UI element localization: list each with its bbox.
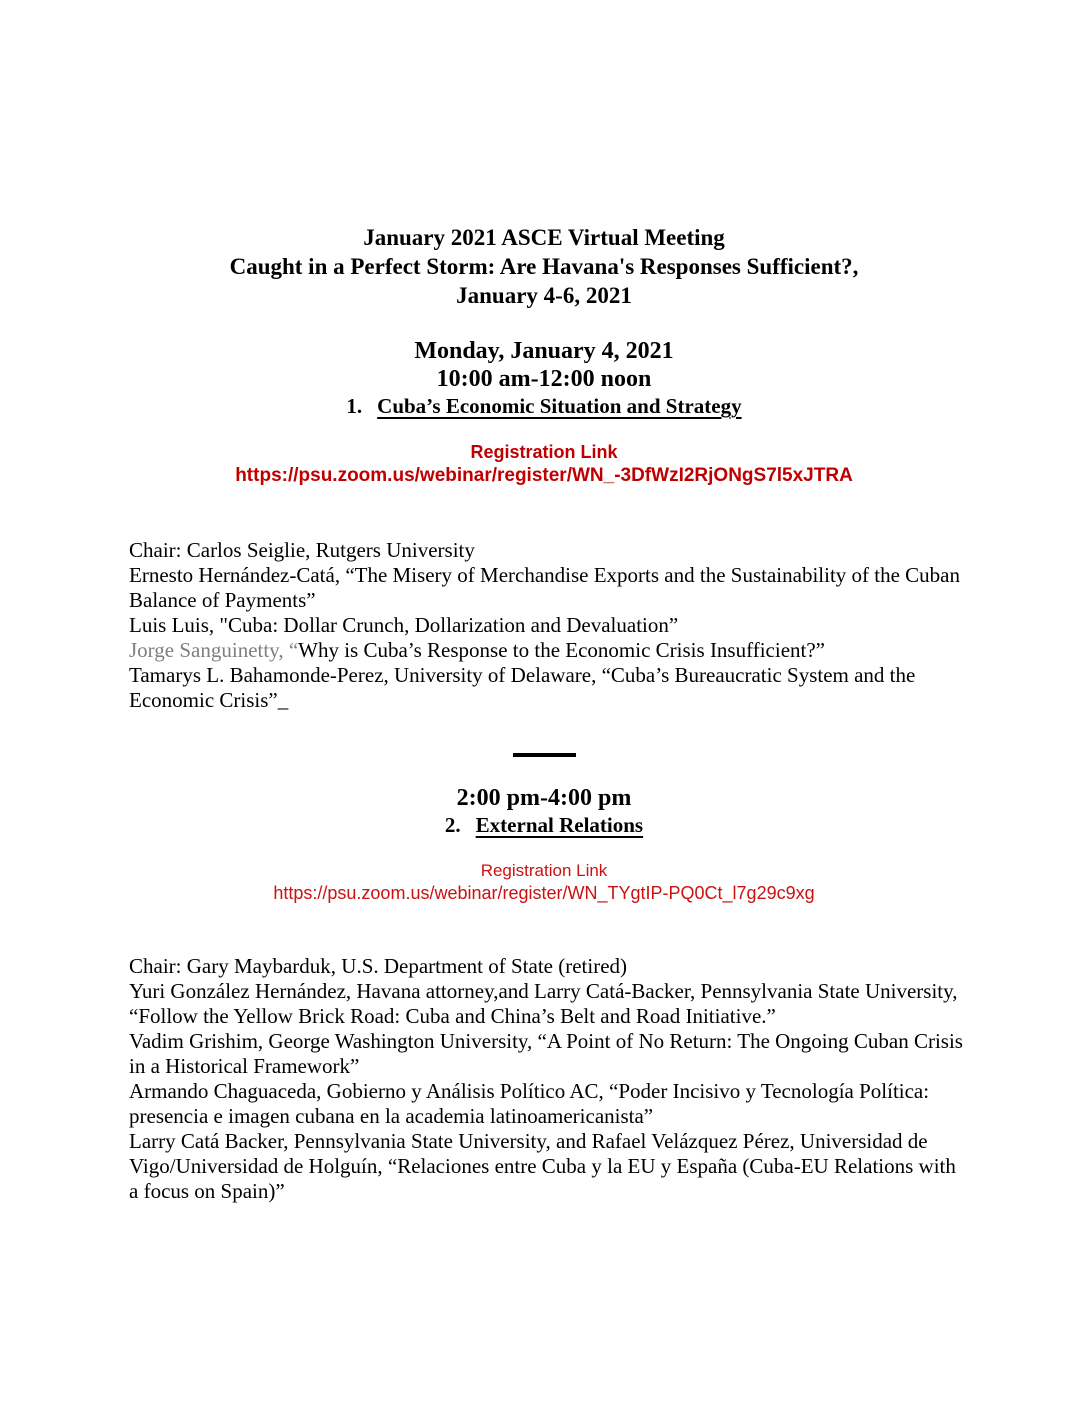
speaker-entry: Luis Luis, "Cuba: Dollar Crunch, Dollarization and Devaluation” <box>129 613 679 637</box>
program-dates-line: January 4-6, 2021 <box>456 283 632 308</box>
session2-title: External Relations <box>475 813 644 837</box>
session2-registration-label: Registration Link <box>480 861 608 880</box>
session1-chair-entry: Chair: Carlos Seiglie, Rutgers University <box>129 538 475 562</box>
session2-participants-list <box>129 954 963 1204</box>
speaker-paper-title: Why is Cuba’s Response to the Economic Crisis Insufficient?” <box>298 638 825 662</box>
speaker-entry <box>129 638 963 663</box>
program-title-line1: January 2021 ASCE Virtual Meeting <box>363 225 725 250</box>
speaker-entry: Larry Catá Backer, Pennsylvania State University, and Rafael Velázquez Pérez, Universidad de Vigo/Universidad de Holguín, “Relaciones entre Cuba y la EU y España (Cuba-EU Relations with a focus on Spain)” <box>129 1129 956 1203</box>
session2-title-line <box>0 812 1088 839</box>
session2-chair-entry: Chair: Gary Maybarduk, U.S. Department of State (retired) <box>129 954 628 978</box>
session1-registration-label: Registration Link <box>470 442 618 462</box>
session2-time: 2:00 pm-4:00 pm <box>456 785 632 811</box>
program-title-block <box>0 0 1088 310</box>
speaker-entry: Yuri González Hernández, Havana attorney,and Larry Catá-Backer, Pennsylvania State University, “Follow the Yellow Brick Road: Cuba and China’s Belt and Road Initiative.” <box>129 979 958 1028</box>
session1-participants-list <box>129 538 963 713</box>
session1-registration-link[interactable]: https://psu.zoom.us/webinar/register/WN_-3DfWzI2RjONgS7l5xJTRA <box>235 465 853 486</box>
session1-date: Monday, January 4, 2021 <box>414 338 674 364</box>
speaker-entry: Ernesto Hernández-Catá, “The Misery of Merchandise Exports and the Sustainability of the Cuban Balance of Payments” <box>129 563 961 612</box>
session1-title: Cuba’s Economic Situation and Strategy <box>377 394 742 418</box>
program-subtitle-line: Caught in a Perfect Storm: Are Havana's Responses Sufficient?, <box>229 254 859 279</box>
session2-registration-link[interactable]: https://psu.zoom.us/webinar/register/WN_TYgtIP-PQ0Ct_l7g29c9xg <box>273 883 815 903</box>
session1-time: 10:00 am-12:00 noon <box>436 366 652 392</box>
session1-header <box>0 337 1088 420</box>
speaker-entry: Armando Chaguaceda, Gobierno y Análisis Político AC, “Poder Incisivo y Tecnología Política: presencia e imagen cubana en la academia latinoamericanista” <box>129 1079 930 1128</box>
speaker-entry: Tamarys L. Bahamonde-Perez, University of Delaware, “Cuba’s Bureaucratic System and the Economic Crisis”_ <box>129 663 916 712</box>
session2-header <box>0 784 1088 839</box>
section-divider <box>513 753 576 757</box>
session1-number: 1. <box>346 394 363 418</box>
session2-registration-block <box>0 860 1088 904</box>
session1-title-line <box>0 393 1088 420</box>
speaker-name-grayed: Jorge Sanguinetty, “ <box>129 638 299 662</box>
session1-registration-block <box>0 441 1088 487</box>
speaker-entry: Vadim Grishim, George Washington University, “A Point of No Return: The Ongoing Cuban Crisis in a Historical Framework” <box>129 1029 963 1078</box>
session2-number: 2. <box>444 813 461 837</box>
